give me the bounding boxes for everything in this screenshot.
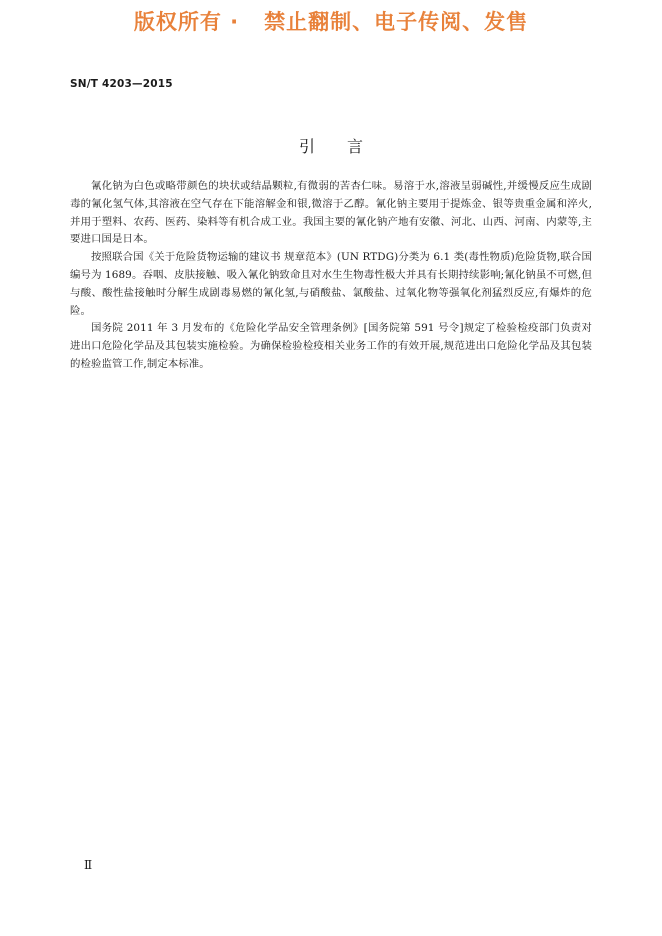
page-number: Ⅱ: [84, 858, 93, 872]
paragraph: 国务院 2011 年 3 月发布的《危险化学品安全管理条例》[国务院第 591 号令]规定了检验检疫部门负责对进出口危险化学品及其包装实施检验。为确保检验检疫相关业务工作的有效开展,规范进出口危险化学品及其包装的检验监管工作,制定本标准。: [70, 322, 592, 370]
paragraph: 氰化钠为白色或略带颜色的块状或结晶颗粒,有微弱的苦杏仁味。易溶于水,溶液呈弱碱性,并缓慢反应生成剧毒的氰化氢气体,其溶液在空气存在下能溶解金和银,微溶于乙醇。氰化钠主要用于提炼金、银等贵重金属和淬火,并用于塑料、农药、医药、染料等有机合成工业。我国主要的氰化钠产地有安徽、河北、山西、河南、内蒙等,主要进口国是日本。: [70, 180, 592, 246]
paragraph: 按照联合国《关于危险货物运输的建议书 规章范本》(UN RTDG)分类为 6.1 类(毒性物质)危险货物,联合国编号为 1689。吞咽、皮肤接触、吸入氰化钠致命且对水生生物毒性极大并具有长期持续影响;氰化钠虽不可燃,但与酸、酸性盐接触时分解生成剧毒易燃的氰化氢,与硝酸盐、氯酸盐、过氧化物等强氧化剂猛烈反应,有爆炸的危险。: [70, 251, 592, 317]
section-title: 引言: [298, 137, 395, 156]
body-text: [70, 178, 592, 374]
standard-code: SN/T 4203—2015: [70, 78, 173, 90]
watermark-banner: 版权所有 · 禁止翻制、电子传阅、发售: [133, 10, 529, 34]
